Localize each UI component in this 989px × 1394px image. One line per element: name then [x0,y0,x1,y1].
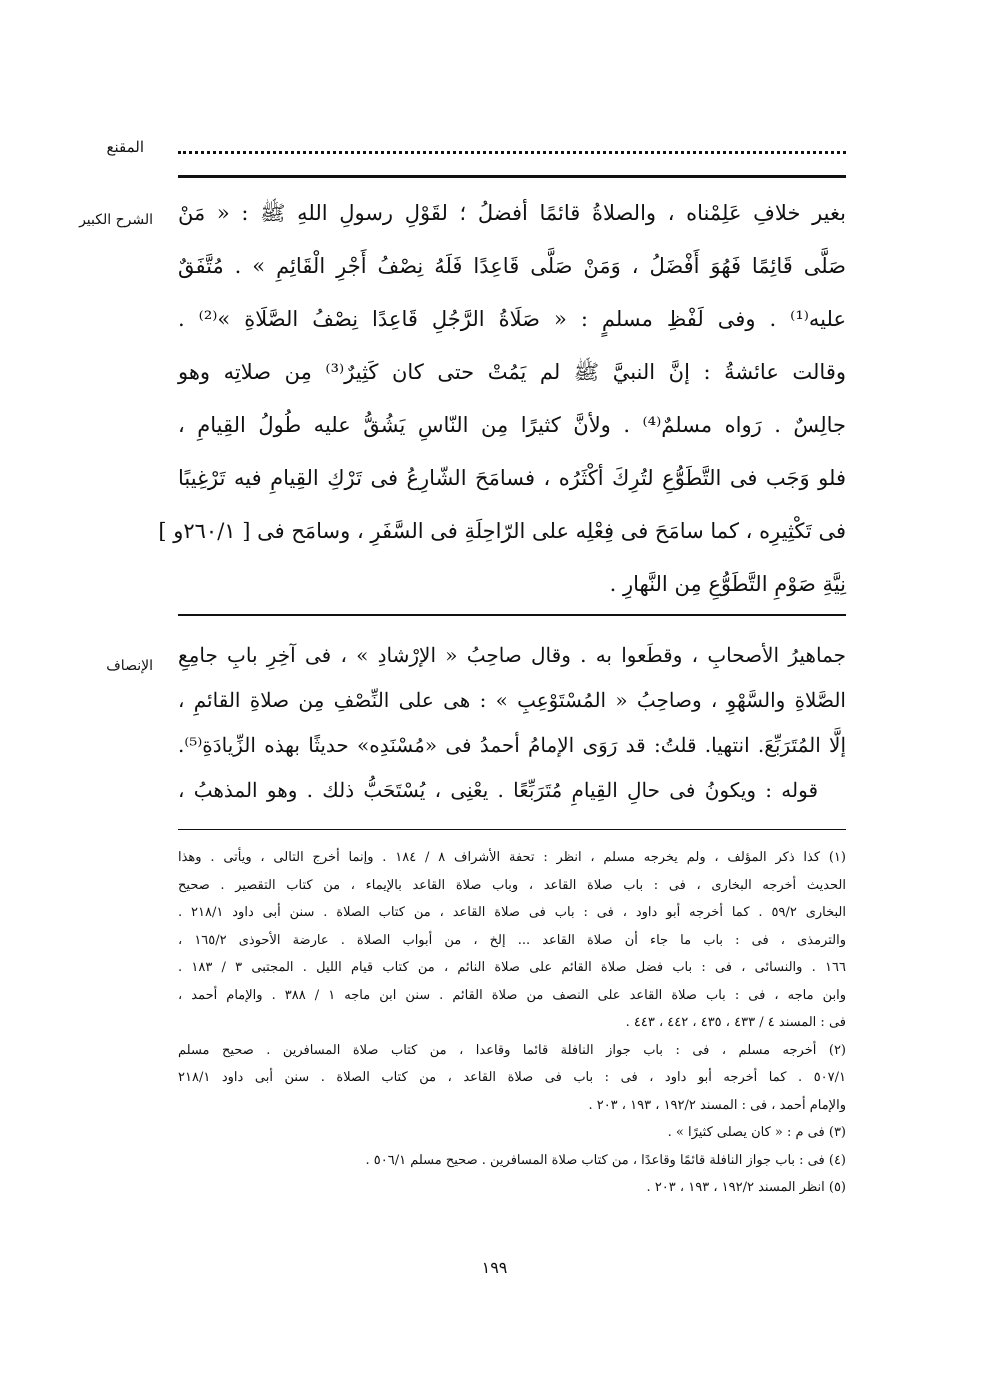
sharh-line: جالِسٌ . رَواه مسلمٌ⁽⁴⁾ . ولأنَّ كثيرًا مِن النّاسِ يَشُقُّ عليه طُولُ القِيامِ ، [178,413,846,437]
footnote-line: ١٦٦ . والنسائى ، فى : باب فضل صلاة القائم على صلاة النائم ، من كتاب قيام الليل . المجتبى ٣ / ١٨٣ . [178,960,846,975]
insaf-line: إلَّا المُتَرَبِّعَ. انتهيا. قلتُ: قد رَوَى الإمامُ أحمدُ فى «مُسْنَدِه» حديثًا بهذه الزِّيادَةِ⁽⁵⁾. [178,733,846,757]
sharh-line: وقالت عائشةُ : إنَّ النبيَّ ﷺ لم يَمُتْ حتى كان كَثِيرٌ⁽³⁾ مِن صلاتِه وهو [178,360,847,384]
footnote-line: (٥) انظر المسند ١٩٢/٢ ، ١٩٣ ، ٢٠٣ . [646,1180,846,1195]
insaf-line: الصَّلاةِ والسَّهْوِ ، وصاحِبُ « المُسْتَوْعِبِ » : هى على النِّصْفِ مِن صلاةِ القائمِ ، [178,688,846,712]
footnote-line: وابن ماجه ، فى : باب صلاة القاعد على النصف من صلاة القائم . سنن ابن ماجه ١ / ٣٨٨ . والإمام أحمد ، [178,987,846,1003]
sharh-text [158,187,847,611]
footnote-line: الحديث أخرجه البخارى ، فى : باب صلاة القاعد ، وباب صلاة القاعد بالإيماء ، من كتاب التقصير . صحيح [178,877,846,893]
page-number: ١٩٩ [481,1258,508,1277]
sharh-line: عليه⁽¹⁾ . وفى لَفْظِ مسلمٍ : « صَلَاةُ الرَّجُلِ قَاعِدًا نِصْفُ الصَّلَاةِ »⁽²⁾ . [178,307,846,331]
footnote-line: والإمام أحمد ، فى : المسند ١٩٢/٢ ، ١٩٣ ، ٢٠٣ . [588,1097,846,1113]
insaf-line: قوله : ويكونُ فى حالِ القِيامِ مُتَرَبِّعًا . يعْنِى ، يُسْتَحَبُّ ذلك . وهو المذهبُ ، [178,778,818,802]
footnote-line: ٥٠٧/١ . كما أخرجه أبو داود ، فى : باب فى صلاة القاعد ، من كتاب الصلاة . سنن أبى داود ٢١٨/١ [178,1070,846,1085]
sharh-line: نِيَّةِ صَوْمِ التَّطَوُّعِ مِن النَّهارِ . [609,572,846,596]
sharh-line: صَلَّى قَائِمًا فَهُوَ أَفْضَلُ ، وَمَنْ صَلَّى قَاعِدًا فَلَهُ نِصْفُ أَجْرِ الْقَائِمِ » . مُتَّفَقٌ [178,254,846,278]
insaf-text [178,633,846,813]
footnote-line: (٢) أخرجه مسلم ، فى : باب جواز النافلة قائما وقاعدا ، من كتاب صلاة المسافرين . صحيح مسلم [178,1042,846,1058]
section-separator [178,614,846,616]
sharh-line: فلو وَجَب فى التَّطَوُّعِ لتُرِكَ أكْثَرُه ، فسامَحَ الشّارِعُ فى تَرْكِ القِيامِ فيه تَرْغِيبًا [178,466,846,490]
footnotes [178,844,846,1202]
sharh-line: بغير خلافِ عَلِمْناه ، والصلاةُ قائمًا أفضلُ ؛ لقَوْلِ رسولِ اللهِ ﷺ : « مَنْ [178,201,846,225]
footnote-line: والترمذى ، فى : باب ما جاء أن صلاة القاعد ... إلخ ، من أبواب الصلاة . عارضة الأحوذى ١٦٥/٢ ، [178,932,846,948]
footnote-line: البخارى ٥٩/٢ . كما أخرجه أبو داود ، فى : باب فى صلاة القاعد ، من كتاب الصلاة . سنن أبى داود ٢١٨/١ . [178,905,847,920]
footnote-line: (١) كذا ذكر المؤلف ، ولم يخرجه مسلم ، انظر : تحفة الأشراف ٨ / ١٨٤ . وإنما أخرج التالى ، ويأتى . وهذا [178,850,846,865]
footnote-line: (٣) فى م : « كان يصلى كثيرًا » . [667,1125,846,1140]
insaf-section-label: الإنصاف [106,658,153,674]
insaf-line: جماهيرُ الأصحابِ ، وقطَعوا به . وقال صاحِبُ « الإرْشادِ » ، فى آخِرِ بابِ جامِعِ [178,643,846,667]
footnote-rule [178,829,846,830]
sharh-section-label: الشرح الكبير [79,212,153,228]
footnote-line: فى : المسند ٤ / ٤٣٣ ، ٤٣٥ ، ٤٤٢ ، ٤٤٣ . [625,1015,846,1030]
footnote-line: (٤) فى : باب جواز النافلة قائمًا وقاعدًا ، من كتاب صلاة المسافرين . صحيح مسلم ٥٠٦/١ . [365,1152,846,1168]
sharh-line: فى تَكْثِيرِه ، كما سامَحَ فى فِعْلِه على الرّاحِلَةِ فى السَّفَرِ ، وسامَح فى [ ٢٦٠/١و ] [158,519,846,543]
header-rule [178,175,846,178]
header-dotted-leader [178,137,846,154]
running-header-title: المقنع [106,138,144,156]
